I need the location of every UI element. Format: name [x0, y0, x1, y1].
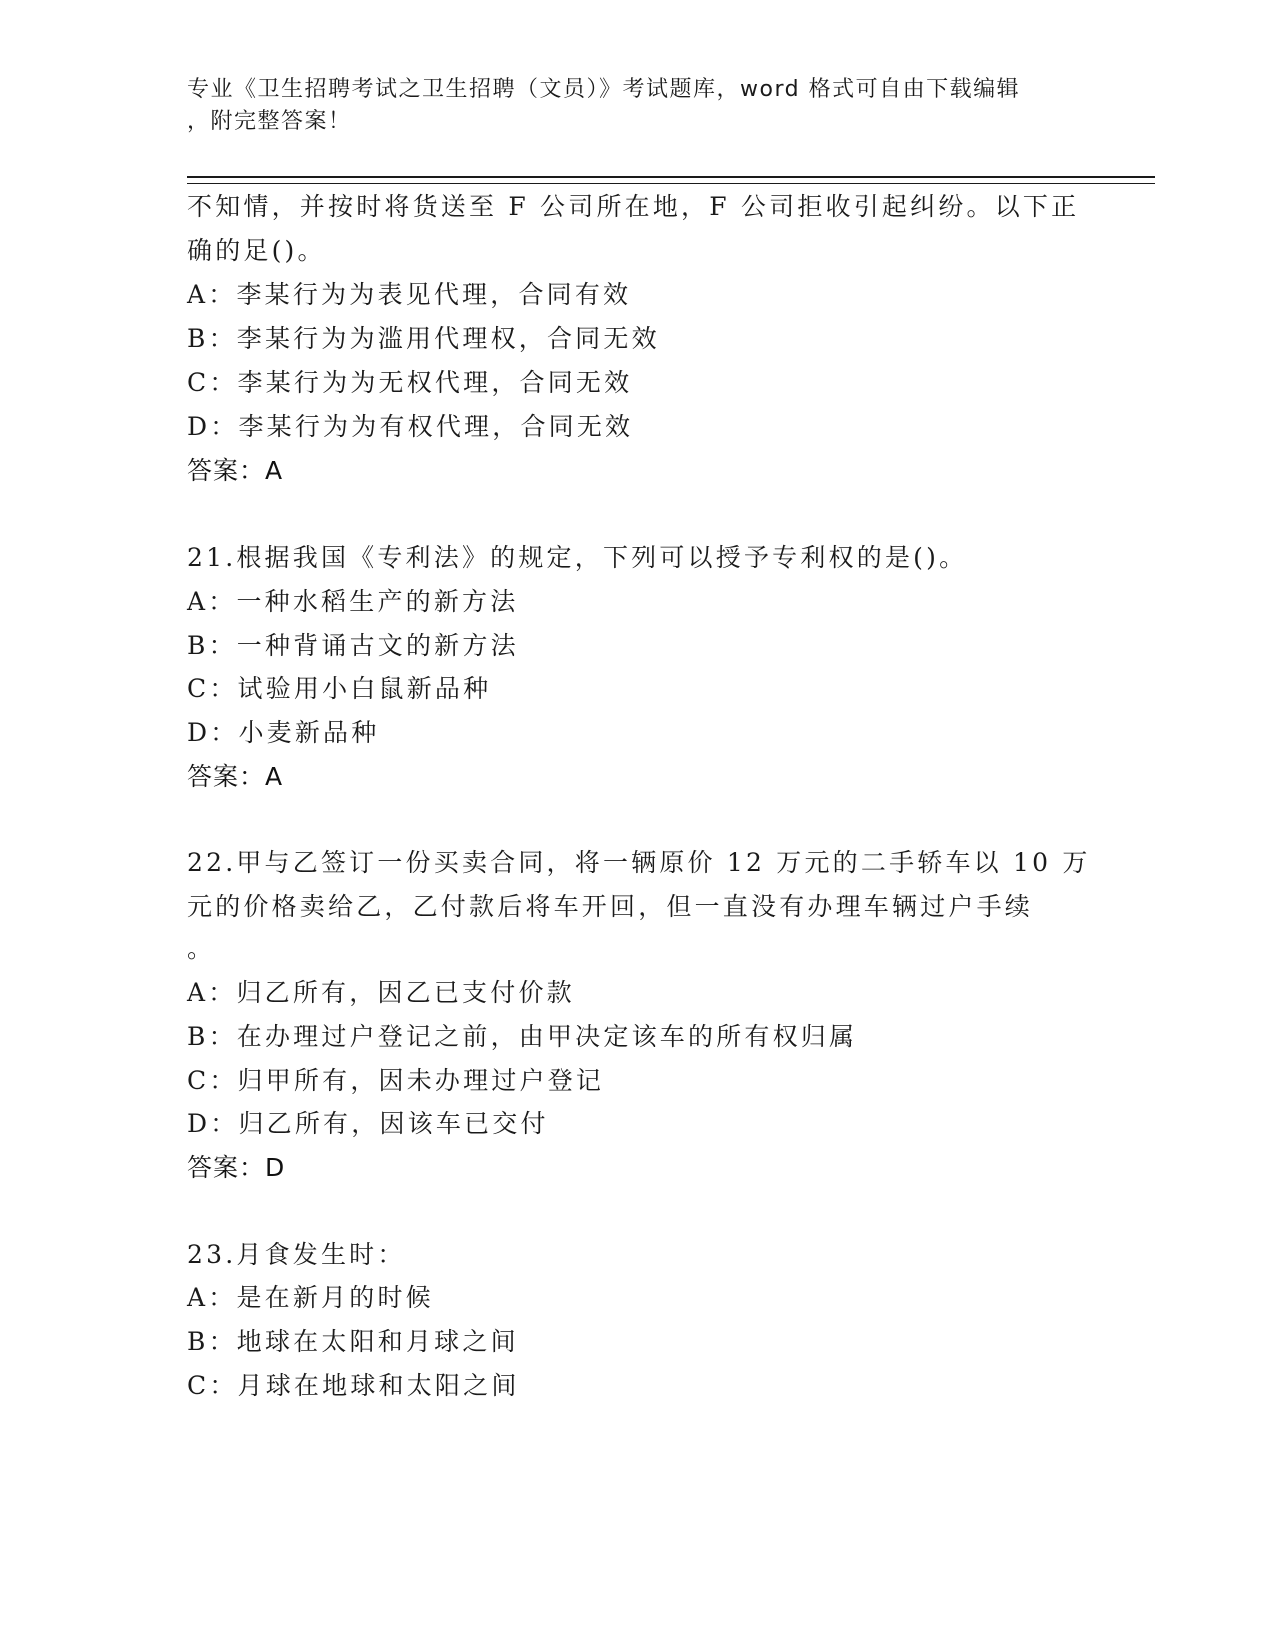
q20-option-d: D：李某行为为有权代理，合同无效	[187, 412, 634, 441]
q22-stem-line-2: 元的价格卖给乙，乙付款后将车开回，但一直没有办理车辆过户手续	[187, 892, 1034, 921]
q21-option-b: B：一种背诵古文的新方法	[187, 631, 519, 660]
q20-stem-line-2: 确的足()。	[187, 236, 326, 265]
q22-stem-line-1: 22.甲与乙签订一份买卖合同，将一辆原价 12 万元的二手轿车以 10 万	[187, 848, 1091, 877]
q21-answer: 答案：A	[187, 762, 284, 791]
document-header	[187, 74, 1087, 138]
q20-answer: 答案：A	[187, 456, 284, 485]
q20-option-a: A：李某行为为表见代理，合同有效	[187, 280, 632, 309]
q21-stem-line-1: 21.根据我国《专利法》的规定，下列可以授予专利权的是()。	[187, 543, 968, 572]
q22-option-c: C：归甲所有，因未办理过户登记	[187, 1066, 605, 1095]
q20-option-c: C：李某行为为无权代理，合同无效	[187, 368, 633, 397]
q21-option-c: C：试验用小白鼠新品种	[187, 674, 492, 703]
header-line-1: 专业《卫生招聘考试之卫生招聘（文员）》考试题库，word 格式可自由下载编辑	[187, 77, 1021, 102]
q23-option-c: C：月球在地球和太阳之间	[187, 1371, 520, 1400]
header-line-2: ，附完整答案！	[187, 109, 352, 134]
q22-stem-line-3: 。	[187, 934, 216, 963]
header-divider-thick	[187, 176, 1155, 178]
q22-answer: 答案：D	[187, 1153, 286, 1182]
header-divider-thin	[187, 183, 1155, 184]
q23-stem-line-1: 23.月食发生时：	[187, 1240, 406, 1269]
q22-option-d: D：归乙所有，因该车已交付	[187, 1109, 549, 1138]
q21-option-a: A：一种水稻生产的新方法	[187, 587, 519, 616]
q23-option-b: B：地球在太阳和月球之间	[187, 1327, 519, 1356]
q21-option-d: D：小麦新品种	[187, 718, 380, 747]
q22-option-b: B：在办理过户登记之前，由甲决定该车的所有权归属	[187, 1022, 858, 1051]
q23-option-a: A：是在新月的时候	[187, 1283, 434, 1312]
q22-option-a: A：归乙所有，因乙已支付价款	[187, 978, 575, 1007]
q20-stem-line-1: 不知情，并按时将货送至 F 公司所在地，F 公司拒收引起纠纷。以下正	[187, 192, 1080, 221]
q20-option-b: B：李某行为为滥用代理权，合同无效	[187, 324, 660, 353]
